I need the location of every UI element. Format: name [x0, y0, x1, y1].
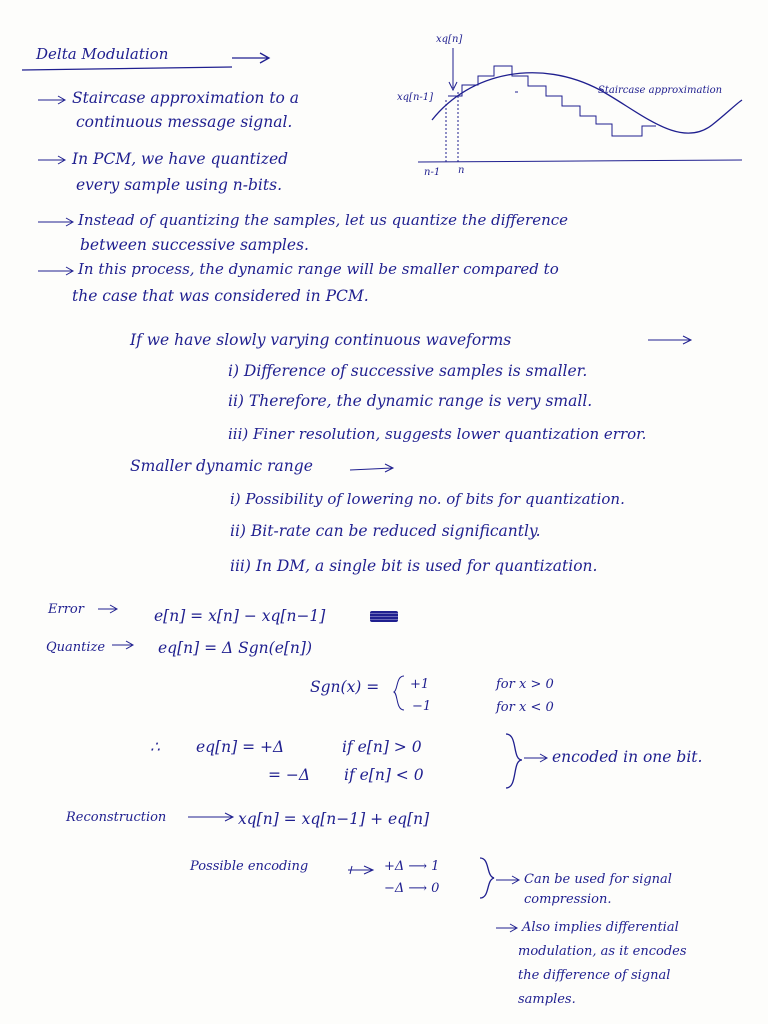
slow-item: ii) Therefore, the dynamic range is very small. — [228, 392, 593, 410]
eq-case-positive: eq[n] = +Δ — [196, 738, 285, 756]
reconstruction-equation: xq[n] = xq[n−1] + eq[n] — [238, 810, 430, 828]
note-differential: the difference of signal — [518, 968, 671, 983]
intro-line: between successive samples. — [80, 236, 309, 254]
error-label: Error — [48, 602, 84, 617]
intro-line: Instead of quantizing the samples, let us quantize the difference — [78, 211, 569, 229]
range-item: iii) In DM, a single bit is used for quantization. — [230, 557, 598, 575]
figure-axis-n-minus-1: n-1 — [424, 167, 441, 178]
figure-axis-n: n — [458, 165, 465, 176]
encoding-plus: +Δ ⟶ 1 — [384, 859, 440, 874]
note-compression: compression. — [524, 892, 612, 907]
intro-line: every sample using n-bits. — [76, 176, 283, 194]
reconstruction-label: Reconstruction — [66, 810, 167, 825]
slow-item: i) Difference of successive samples is smaller. — [228, 362, 588, 380]
therefore-symbol: ∴ — [150, 738, 160, 756]
intro-line: In this process, the dynamic range will be smaller compared to — [78, 260, 559, 278]
range-item: i) Possibility of lowering no. of bits for quantization. — [230, 490, 625, 508]
intro-line: In PCM, we have quantized — [72, 150, 289, 168]
figure-label-staircase: Staircase approximation — [598, 85, 723, 96]
range-item: ii) Bit-rate can be reduced significantly. — [230, 522, 541, 540]
eq-case-positive-cond: if e[n] > 0 — [342, 738, 422, 756]
encoding-label: Possible encoding — [190, 859, 309, 874]
eq-case-negative-cond: if e[n] < 0 — [344, 766, 424, 784]
encoding-minus: −Δ ⟶ 0 — [384, 881, 440, 896]
page-title: Delta Modulation — [36, 45, 169, 63]
eq-case-negative: = −Δ — [268, 766, 311, 784]
section-heading-range: Smaller dynamic range — [130, 457, 313, 475]
note-compression: Can be used for signal — [524, 872, 672, 887]
encoded-note: encoded in one bit. — [552, 748, 703, 766]
figure-label-xq-n: xq[n] — [436, 34, 463, 45]
quantize-label: Quantize — [46, 640, 106, 655]
quantize-equation: eq[n] = Δ Sgn(e[n]) — [158, 639, 313, 657]
sgn-case-negative-cond: for x < 0 — [496, 700, 554, 715]
sgn-case-negative: −1 — [412, 699, 432, 714]
slow-item: iii) Finer resolution, suggests lower quantization error. — [228, 425, 647, 443]
figure-label-xq-n-1: xq[n-1] — [397, 92, 434, 103]
error-equation: e[n] = x[n] − xq[n−1] — [154, 607, 326, 625]
intro-line: continuous message signal. — [76, 113, 293, 131]
note-differential: modulation, as it encodes — [518, 944, 687, 959]
sgn-definition: Sgn(x) = — [310, 678, 380, 696]
section-heading-slow: If we have slowly varying continuous waveforms — [130, 331, 512, 349]
intro-line: the case that was considered in PCM. — [72, 287, 369, 305]
sgn-case-positive: +1 — [410, 677, 430, 692]
sgn-case-positive-cond: for x > 0 — [496, 677, 554, 692]
note-differential: Also implies differential — [522, 920, 679, 935]
intro-line: Staircase approximation to a — [72, 89, 300, 107]
note-differential: samples. — [518, 992, 576, 1007]
